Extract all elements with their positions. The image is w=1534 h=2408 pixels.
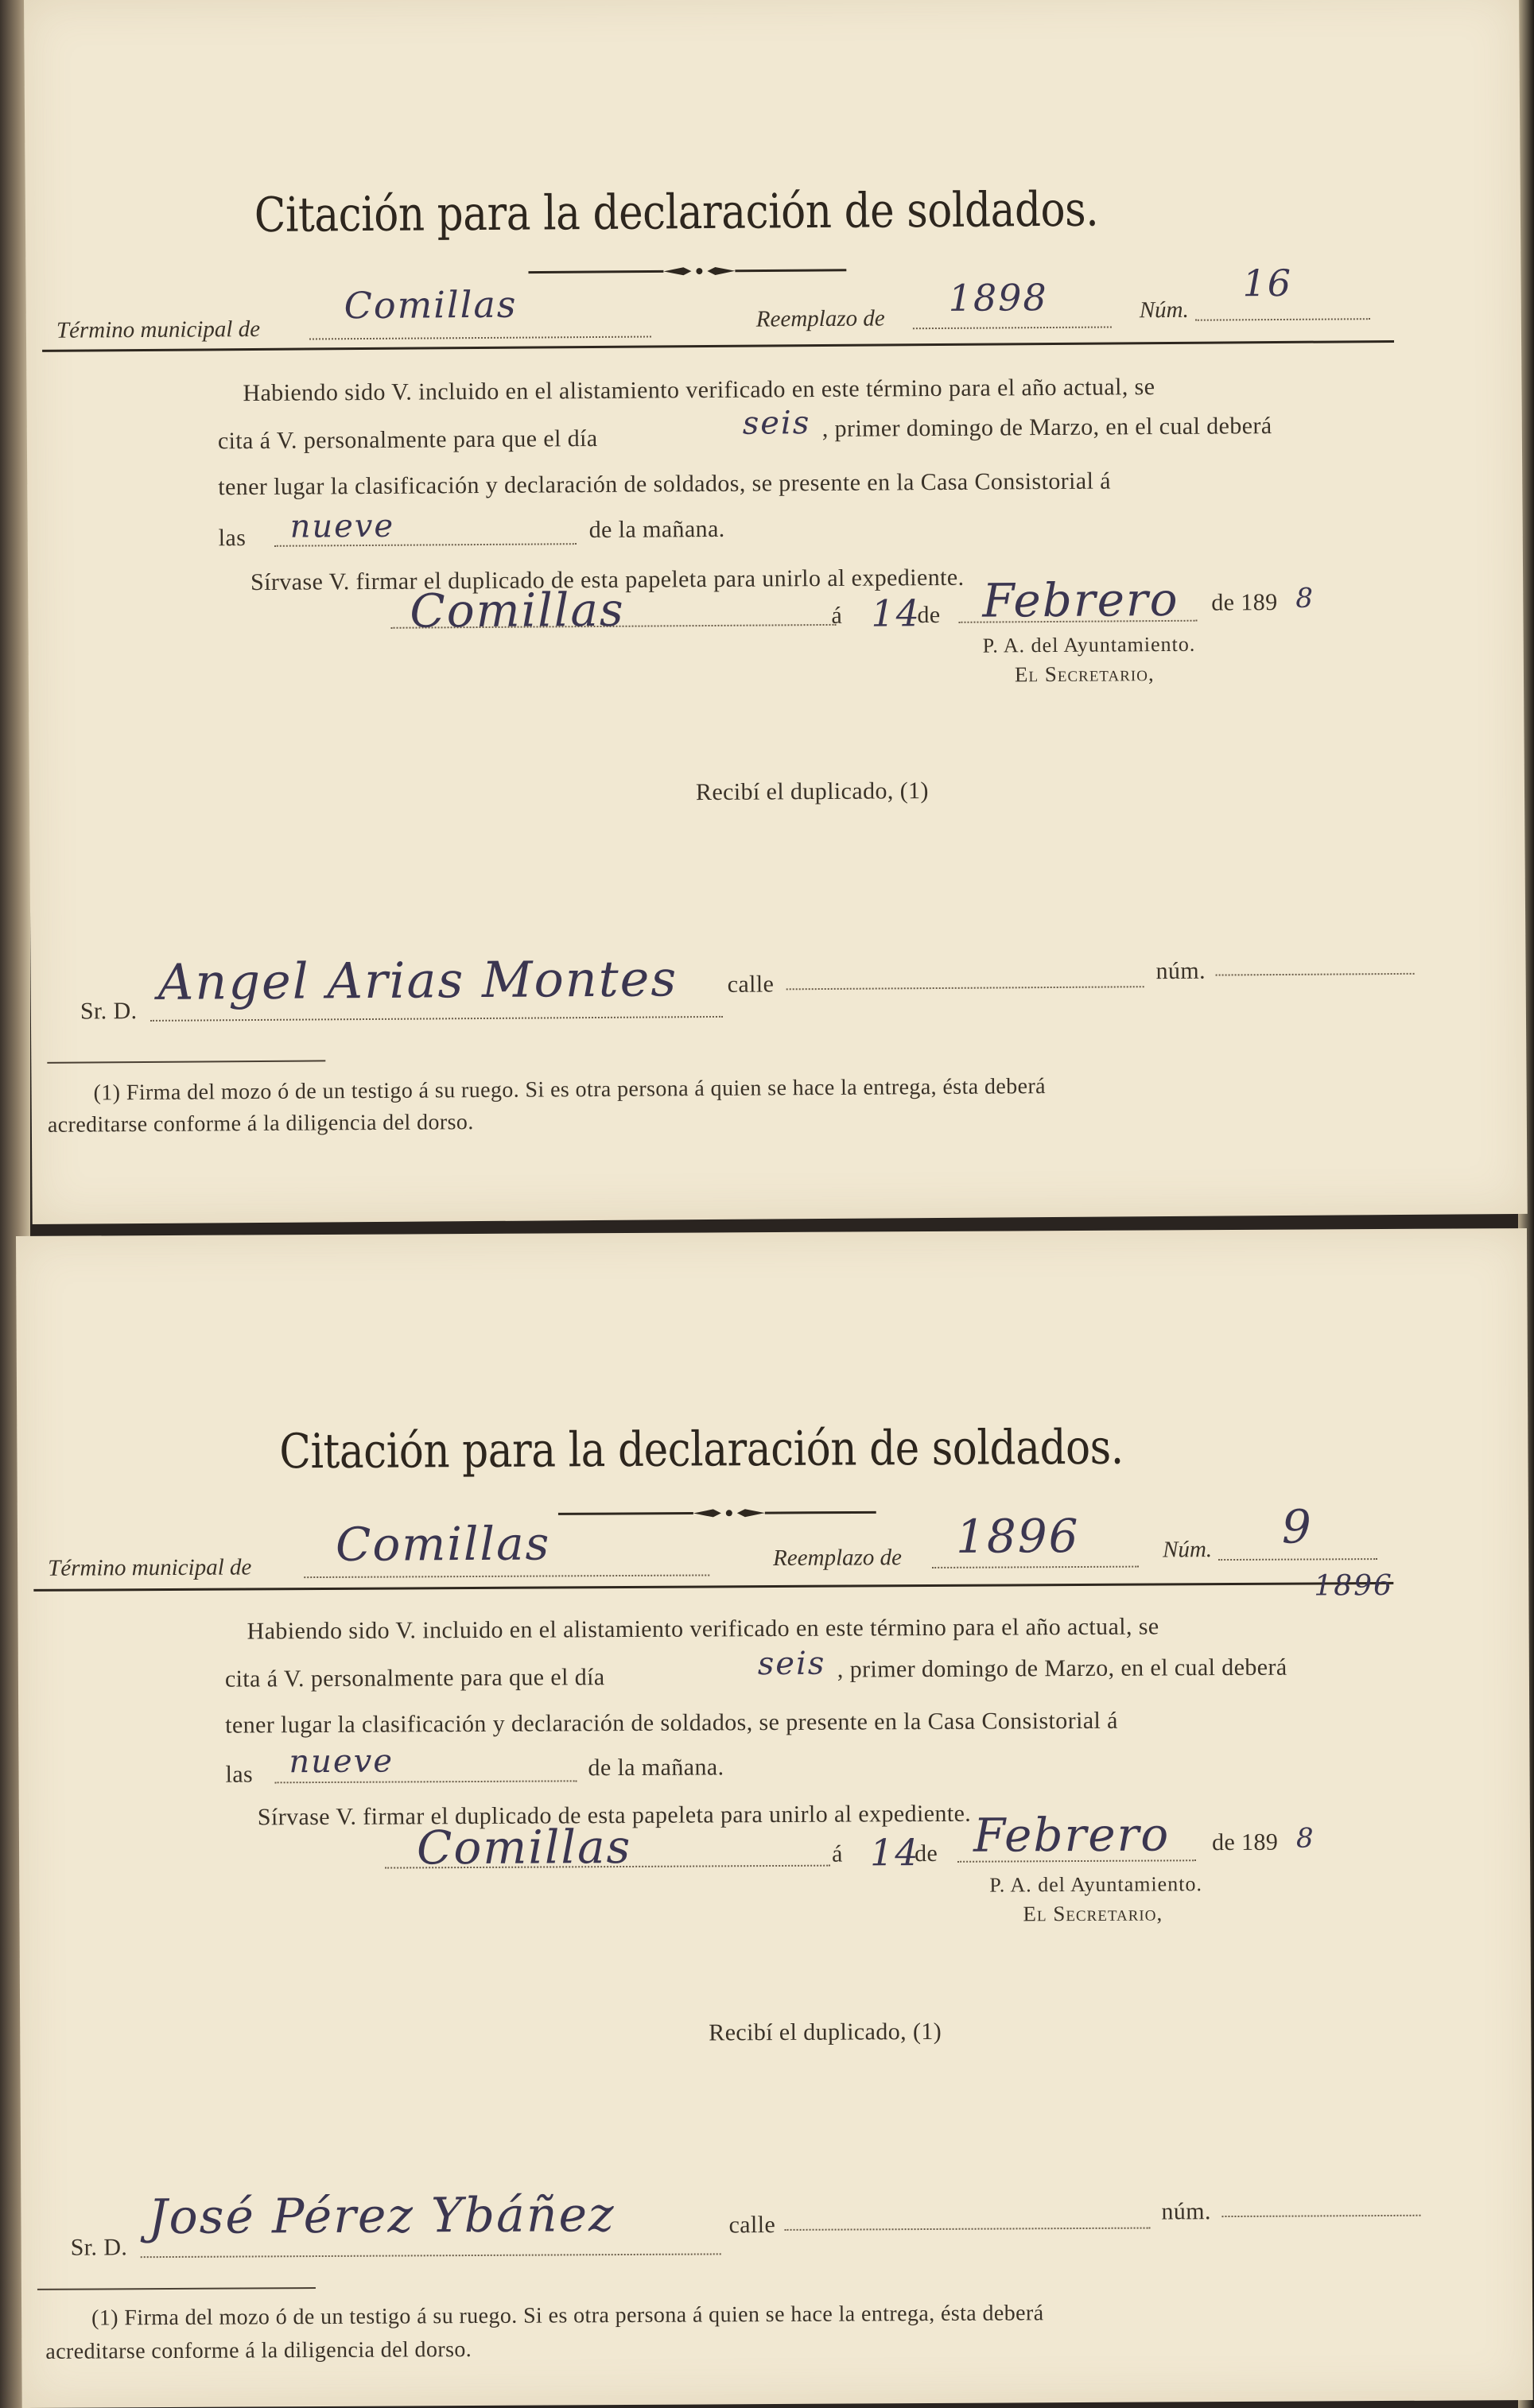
name-line (150, 1016, 723, 1022)
reemplazo-label: Reemplazo de (773, 1545, 903, 1572)
paragraph-line-4b: de la mañana. (588, 515, 725, 544)
name-line (141, 2253, 721, 2258)
de-label: de (914, 1840, 938, 1867)
day-value: 14 (871, 591, 922, 635)
paragraph-line-4a: las (225, 1761, 254, 1788)
reemplazo-value: 1898 (948, 276, 1048, 320)
day-word-value: seis (742, 405, 811, 442)
secretario-label: El Secretario, (1023, 1901, 1163, 1926)
num-value: 16 (1242, 261, 1293, 305)
hour-value: nueve (289, 507, 395, 545)
received-label: Recibí el duplicado, (1) (695, 777, 929, 806)
num-value: 9 (1281, 1499, 1314, 1554)
de-label: de (917, 601, 941, 629)
a-label: á (831, 1840, 843, 1867)
municipio-line (304, 1574, 709, 1578)
num-label: Núm. (1163, 1537, 1213, 1563)
reemplazo-value: 1896 (955, 1509, 1080, 1564)
year-label: de 189 (1211, 1828, 1279, 1856)
month-value: Febrero (982, 572, 1179, 628)
sign-request: Sírvase V. firmar el duplicado de esta papeleta para unirlo al expediente. (250, 564, 965, 596)
num-small-label: núm. (1155, 957, 1206, 985)
footnote-line-1: (1) Firma del mozo ó de un testigo á su ruego. Si es otra persona á quien se hace la entrega, ésta deberá (91, 2301, 1044, 2331)
municipio-value: Comillas (335, 1516, 551, 1572)
paragraph-line-2b: , primer domingo de Marzo, en el cual deberá (821, 413, 1272, 443)
paragraph-line-4b: de la mañana. (588, 1754, 724, 1782)
footnote-line-2: acreditarse conforme á la diligencia del dorso. (45, 2337, 472, 2364)
form-title: Citación para la declaración de soldados. (279, 1419, 1124, 1480)
day-word-value: seis (757, 1645, 826, 1683)
municipio-value: Comillas (344, 282, 518, 328)
pa-ayuntamiento: P. A. del Ayuntamiento. (982, 632, 1196, 657)
municipio-label: Término municipal de (56, 316, 261, 343)
paragraph-line-1: Habiendo sido V. incluido en el alistamiento verificado en este término para el año actual, se (247, 1613, 1159, 1645)
footnote-line-1: (1) Firma del mozo ó de un testigo á su ruego. Si es otra persona á quien se hace la entrega, ésta deberá (93, 1074, 1047, 1106)
municipio-line (309, 336, 651, 340)
secretario-label: El Secretario, (1014, 661, 1155, 687)
footnote-rule (47, 1060, 325, 1063)
header-rule (33, 1582, 1393, 1592)
ornament-divider (528, 265, 846, 278)
calle-label: calle (727, 971, 775, 998)
citation-form-bottom (16, 1228, 1533, 2408)
year-label: de 189 (1211, 589, 1278, 616)
num-small-label: núm. (1161, 2198, 1211, 2225)
num-line (1195, 318, 1370, 321)
place-value: Comillas (410, 582, 625, 638)
received-label: Recibí el duplicado, (1) (709, 2018, 942, 2046)
hour-line (275, 1780, 577, 1783)
reemplazo-line (913, 326, 1112, 329)
year-value: 8 (1295, 582, 1315, 615)
paragraph-line-2b: , primer domingo de Marzo, en el cual deberá (837, 1654, 1287, 1683)
paragraph-line-2a: cita á V. personalmente para que el día (224, 1664, 605, 1693)
paragraph-line-4a: las (218, 525, 247, 552)
paragraph-line-2a: cita á V. personalmente para que el día (217, 425, 598, 455)
citation-form-top (24, 0, 1528, 1224)
place-value: Comillas (416, 1819, 632, 1875)
form-title: Citación para la declaración de soldados. (254, 181, 1099, 243)
calle-label: calle (728, 2212, 776, 2239)
calle-line (785, 2228, 1151, 2231)
paragraph-line-1: Habiendo sido V. incluido en el alistamiento verificado en este término para el año actual, se (243, 374, 1155, 407)
hour-value: nueve (289, 1743, 394, 1781)
calle-line (786, 986, 1144, 990)
ornament-divider (558, 1506, 876, 1519)
num-label: Núm. (1139, 297, 1189, 324)
year-correction-value: 1896 (1314, 1568, 1394, 1603)
a-label: á (831, 602, 843, 629)
recipient-name: José Pérez Ybáñez (148, 2187, 616, 2246)
reemplazo-line (932, 1566, 1139, 1568)
num-small-line (1221, 2215, 1420, 2217)
footnote-line-2: acreditarse conforme á la diligencia del dorso. (47, 1110, 474, 1138)
month-value: Febrero (973, 1807, 1171, 1863)
year-value: 8 (1295, 1822, 1315, 1855)
num-line (1218, 1558, 1377, 1561)
footnote-rule (37, 2287, 316, 2290)
sign-request: Sírvase V. firmar el duplicado de esta papeleta para unirlo al expediente. (257, 1800, 972, 1831)
day-value: 14 (869, 1831, 920, 1875)
recipient-name: Angel Arias Montes (157, 949, 678, 1011)
sr-label: Sr. D. (70, 2234, 128, 2261)
paragraph-line-3: tener lugar la clasificación y declaración de soldados, se presente en la Casa Consistorial á (225, 1707, 1118, 1739)
num-small-line (1216, 973, 1415, 976)
municipio-label: Término municipal de (48, 1554, 252, 1581)
sr-label: Sr. D. (80, 998, 138, 1025)
paragraph-line-3: tener lugar la clasificación y declaración de soldados, se presente en la Casa Consistorial á (218, 467, 1111, 501)
reemplazo-label: Reemplazo de (755, 305, 885, 332)
pa-ayuntamiento: P. A. del Ayuntamiento. (989, 1872, 1202, 1897)
